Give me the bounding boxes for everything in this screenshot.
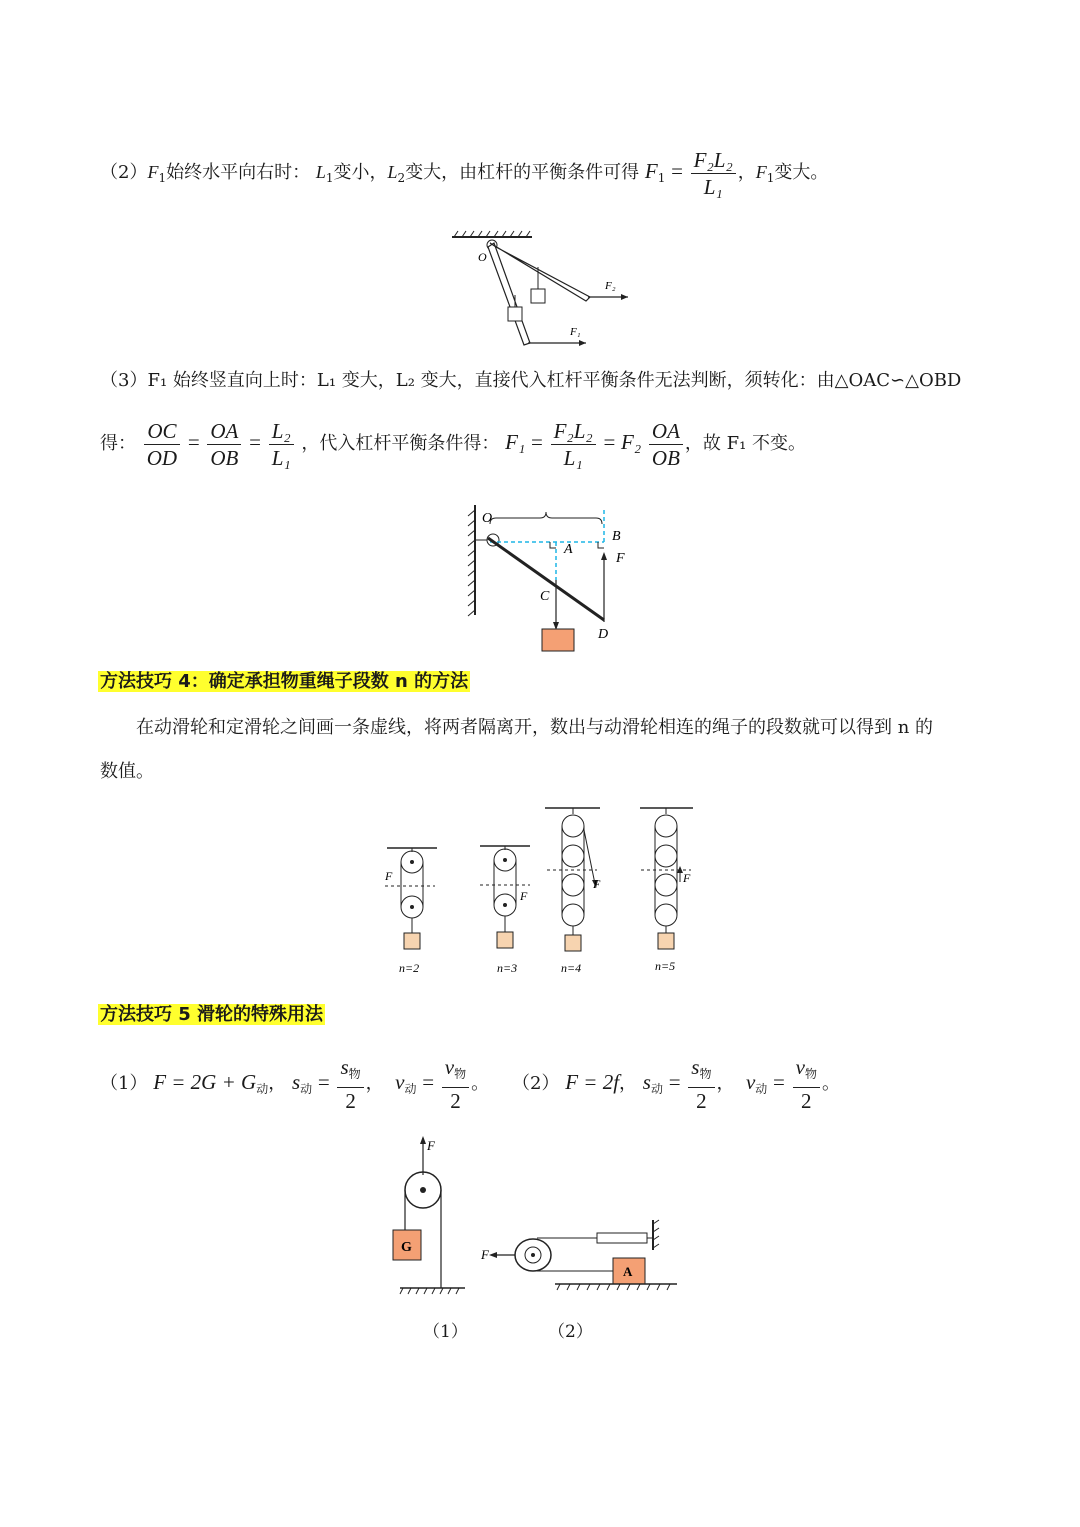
label-a: A <box>623 1264 633 1279</box>
label-b: B <box>612 529 621 544</box>
svg-text:F: F <box>520 889 528 903</box>
label-f: F <box>616 551 625 566</box>
lever-figure-horizontal <box>440 225 640 355</box>
svg-text:F: F <box>385 869 393 883</box>
pulley-n3 <box>480 846 530 975</box>
label-f1: F₁ <box>570 326 581 338</box>
paragraph-4-line-2: 数值。 <box>100 761 154 782</box>
label-f-2: F <box>481 1247 489 1262</box>
pulley-n2 <box>384 848 437 975</box>
label-n3: n=3 <box>497 961 518 975</box>
label-f-1: F <box>427 1138 435 1153</box>
label-n5: n=5 <box>655 959 676 973</box>
label-f2: F₂ <box>605 280 616 292</box>
heading-method-5 <box>98 1001 325 1029</box>
lever-figure-vertical <box>460 500 640 660</box>
caption-2: （2） <box>548 1322 593 1342</box>
label-n2: n=2 <box>399 961 420 975</box>
special-pulley-figure <box>385 1130 695 1305</box>
label-o: O <box>482 511 493 526</box>
pulley-n4 <box>545 808 601 975</box>
label-c: C <box>540 589 550 604</box>
paragraph-4-line-1: 在动滑轮和定滑轮之间画一条虚线，将两者隔离开，数出与动滑轮相连的绳子的段数就可以得到 n 的 <box>136 717 934 738</box>
pulley-n5 <box>640 808 693 973</box>
paragraph-3-line-1: （3）F₁ 始终竖直向上时：L₁ 变大，L₂ 变大，直接代入杠杆平衡条件无法判断，须转化：由△OAC∽△OBD <box>100 370 962 391</box>
paragraph-3-line-2: 得： $\frac{OC}{OD}$ = $\frac{OA}{OB}$ = $\frac{\text{L₂}}{\text{L₁}}$ ，代入杠杆平衡条件得： F₁ = $\frac{\text{F₂L₂}}{\text{L₁}}$ = F₂ $\frac{OA}{OB}$ ，故 F₁ 不变。 <box>100 418 807 470</box>
svg-text:F: F <box>593 877 601 891</box>
label-o: O <box>478 250 487 264</box>
label-a: A <box>564 542 573 557</box>
formula-fraction: $\frac{\text{F₂L₂}}{\text{L₁}}$ <box>691 147 736 200</box>
pulley-systems-figure <box>375 800 705 980</box>
heading-method-4 <box>98 668 470 696</box>
paragraph-2: $(2)F_1$始终水平向右时： $L_1$变小，$L_2$变大，由杠杆的平衡条件可得 $F_1$ = $\frac{\text{F₂L₂}}{\text{L₁}}$ ，$F_1$变大。 <box>100 147 829 199</box>
paragraph-5-formulas: （1） $F = 2G + G_动$， $s_动$ = $\frac{s_物}{2}$ ， $v_动$ = $\frac{v_物}{2}$ 。 （2） F = 2f， $s_动$ = $\frac{s_物}{2}$ ， $v_动$ = $\frac{v_物}{2}$ 。 <box>100 1055 840 1113</box>
label-n4: n=4 <box>561 961 582 975</box>
heading-method-5-text: 方法技巧 5 滑轮的特殊用法 <box>100 1004 324 1025</box>
svg-text:F: F <box>683 871 691 885</box>
label-d: D <box>598 627 609 642</box>
heading-method-4-text: 方法技巧 4：确定承担物重绳子段数 n 的方法 <box>100 671 469 692</box>
caption-1: （1） <box>423 1322 468 1342</box>
label-g: G <box>401 1240 412 1255</box>
